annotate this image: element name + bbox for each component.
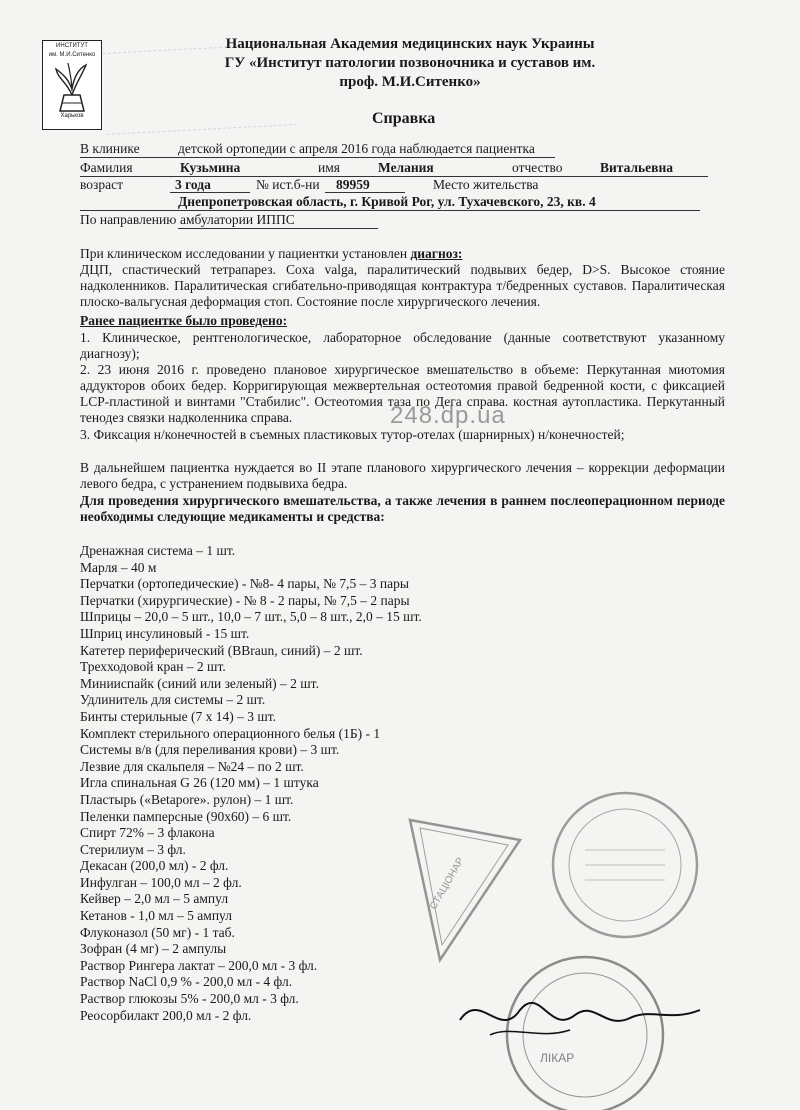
list-item: Комплект стерильного операционного белья (1Б) - 1 xyxy=(80,725,381,741)
list-item: Минииспайк (синий или зеленый) – 2 шт. xyxy=(80,675,319,691)
previous-heading: Ранее пациентке было проведено: xyxy=(80,313,288,328)
list-item: Пеленки памперсные (90х60) – 6 шт. xyxy=(80,808,292,824)
header-line-1: Национальная Академия медицинских наук Украины xyxy=(225,36,595,52)
list-item: Раствор NaCl 0,9 % - 200,0 мл - 4 фл. xyxy=(80,974,293,990)
list-item: Перчатки (ортопедические) - №8- 4 пары, № 7,5 – 3 пары xyxy=(80,576,409,592)
list-item: Кетанов - 1,0 мл – 5 ампул xyxy=(80,908,232,924)
list-item: Кейвер – 2,0 мл – 5 ампул xyxy=(80,891,229,907)
triangle-stamp-text: СТАЦІОНАР xyxy=(428,855,467,912)
list-item: Системы в/в (для переливания крови) – 3 шт. xyxy=(80,742,340,758)
diagnosis-intro-bold: диагноз: xyxy=(410,246,463,261)
list-item: Спирт 72% – 3 флакона xyxy=(80,825,215,841)
triangle-stamp xyxy=(410,820,520,960)
list-item: Инфулган – 100,0 мл – 2 фл. xyxy=(80,874,242,890)
patronymic-label: отчество xyxy=(512,160,563,175)
surname-label: Фамилия xyxy=(80,160,133,175)
further-text: В дальнейшем пациентка нуждается во II этапе планового хирургического лечения – коррекции деформации левого бедра, с устранением подвывиха бедра. xyxy=(80,460,725,491)
round-stamp-text: ЛІКАР xyxy=(540,1051,575,1065)
list-item: Реосорбилакт 200,0 мл - 2 фл. xyxy=(80,1007,252,1023)
name-label: имя xyxy=(318,160,340,175)
surname-value: Кузьмина xyxy=(180,160,241,175)
further-bold: Для проведения хирургического вмешательства, а также лечения в раннем послеоперационном периоде необходимы следующие медикаменты и средства: xyxy=(80,493,725,524)
list-item: Марля – 40 м xyxy=(80,559,157,575)
referral-underline xyxy=(178,228,378,229)
list-item: Дренажная система – 1 шт. xyxy=(80,543,236,558)
round-stamp xyxy=(553,793,697,937)
logo-top-text-2: им. М.И.Ситенко xyxy=(48,52,96,58)
list-item: Пластырь («Betapore». рулон) – 1 шт. xyxy=(80,791,294,807)
supplies-list xyxy=(80,543,422,1024)
clinic-value: детской ортопедии с апреля 2016 года наблюдается пациентка xyxy=(178,141,535,156)
previous-item-1: 1. Клиническое, рентгенологическое, лабораторное обследование (данные соответствуют указанному диагнозу); xyxy=(80,330,725,361)
site-watermark: 248.dp.ua xyxy=(390,402,506,429)
stamps-and-signature xyxy=(400,790,720,1110)
logo-top-text-1: ИНСТИТУТ xyxy=(56,43,88,49)
clinic-underline xyxy=(80,157,555,158)
list-item: Бинты стерильные (7 х 14) – 3 шт. xyxy=(80,708,276,724)
list-item: Катетер периферический (BBraun, синий) – 2 шт. xyxy=(80,642,363,658)
list-item: Шприцы – 20,0 – 5 шт., 10,0 – 7 шт., 5,0 – 8 шт., 2,0 – 15 шт. xyxy=(80,609,422,625)
list-item: Зофран (4 мг) – 2 ампулы xyxy=(80,941,227,957)
clinic-label: В клинике xyxy=(80,141,140,156)
history-value: 89959 xyxy=(336,177,370,192)
logo-bottom-text: Харьков xyxy=(60,113,84,119)
list-item: Перчатки (хирургические) - № 8 - 2 пары, № 7,5 – 2 пары xyxy=(80,592,410,608)
patronymic-value: Витальевна xyxy=(600,160,673,175)
header-line-3: проф. М.И.Ситенко» xyxy=(339,74,481,90)
age-label: возраст xyxy=(80,177,123,192)
age-value: 3 года xyxy=(175,177,211,192)
signature xyxy=(460,1003,700,1021)
list-item: Удлинитель для системы – 2 шт. xyxy=(80,692,266,708)
referral-value: амбулатории ИППС xyxy=(180,212,295,227)
list-item: Игла спинальная G 26 (120 мм) – 1 штука xyxy=(80,775,319,791)
header-line-2: ГУ «Институт патологии позвоночника и суставов им. xyxy=(224,55,596,71)
institute-logo xyxy=(42,40,102,130)
list-item: Раствор глюкозы 5% - 200,0 мл - 3 фл. xyxy=(80,991,299,1007)
list-item: Стерилиум – 3 фл. xyxy=(80,841,186,857)
residence-value: Днепропетровская область, г. Кривой Рог, ул. Тухачевского, 23, кв. 4 xyxy=(178,194,596,209)
document-title: Справка xyxy=(372,110,436,127)
history-label: № ист.б-ни xyxy=(256,177,320,192)
signature-stroke xyxy=(490,1030,570,1035)
referral-label: По направлению xyxy=(80,212,177,227)
diagnosis-intro-text: При клиническом исследовании у пациентки установлен xyxy=(80,246,411,261)
previous-item-2: 2. 23 июня 2016 г. проведено плановое хирургическое вмешательство в объеме: Перкутанная миотомия аддукторов обоих бедер. Корригирующая межвертельная остеотомия правой бедренной кости, с фиксацией LCP-пластиной и винтами "Стабилис". Остеотомия таза по Дега справа. костная аутопластика. Перкутанный тенодез связки надколенника справа. xyxy=(80,362,725,425)
list-item: Лезвие для скальпеля – №24 – по 2 шт. xyxy=(80,758,304,774)
list-item: Трехходовой кран – 2 шт. xyxy=(80,659,226,675)
previous-item-3: 3. Фиксация н/конечностей в съемных пластиковых тутор-отелах (шарнирных) н/конечностей; xyxy=(80,427,625,442)
diagnosis-text: ДЦП, спастический тетрапарез. Coxa valga, паралитический подвывих бедер, D>S. Высокое стояние надколенников. Паралитическая сгибательно-приводящая контрактура т/бедренных суставов. Паралитическая плоско-вальгусная деформация стоп. Состояние после хирургического лечения. xyxy=(80,262,725,309)
residence-underline xyxy=(80,210,700,211)
list-item: Раствор Рингера лактат – 200,0 мл - 3 фл. xyxy=(80,957,318,973)
diagnosis-intro xyxy=(80,246,462,262)
list-item: Шприц инсулиновый - 15 шт. xyxy=(80,625,250,641)
list-item: Декасан (200,0 мл) - 2 фл. xyxy=(80,858,229,874)
name-value: Мелания xyxy=(378,160,434,175)
logo-emblem-icon xyxy=(52,61,92,113)
residence-label: Место жительства xyxy=(433,177,539,192)
list-item: Флуконазол (50 мг) - 1 таб. xyxy=(80,924,235,940)
